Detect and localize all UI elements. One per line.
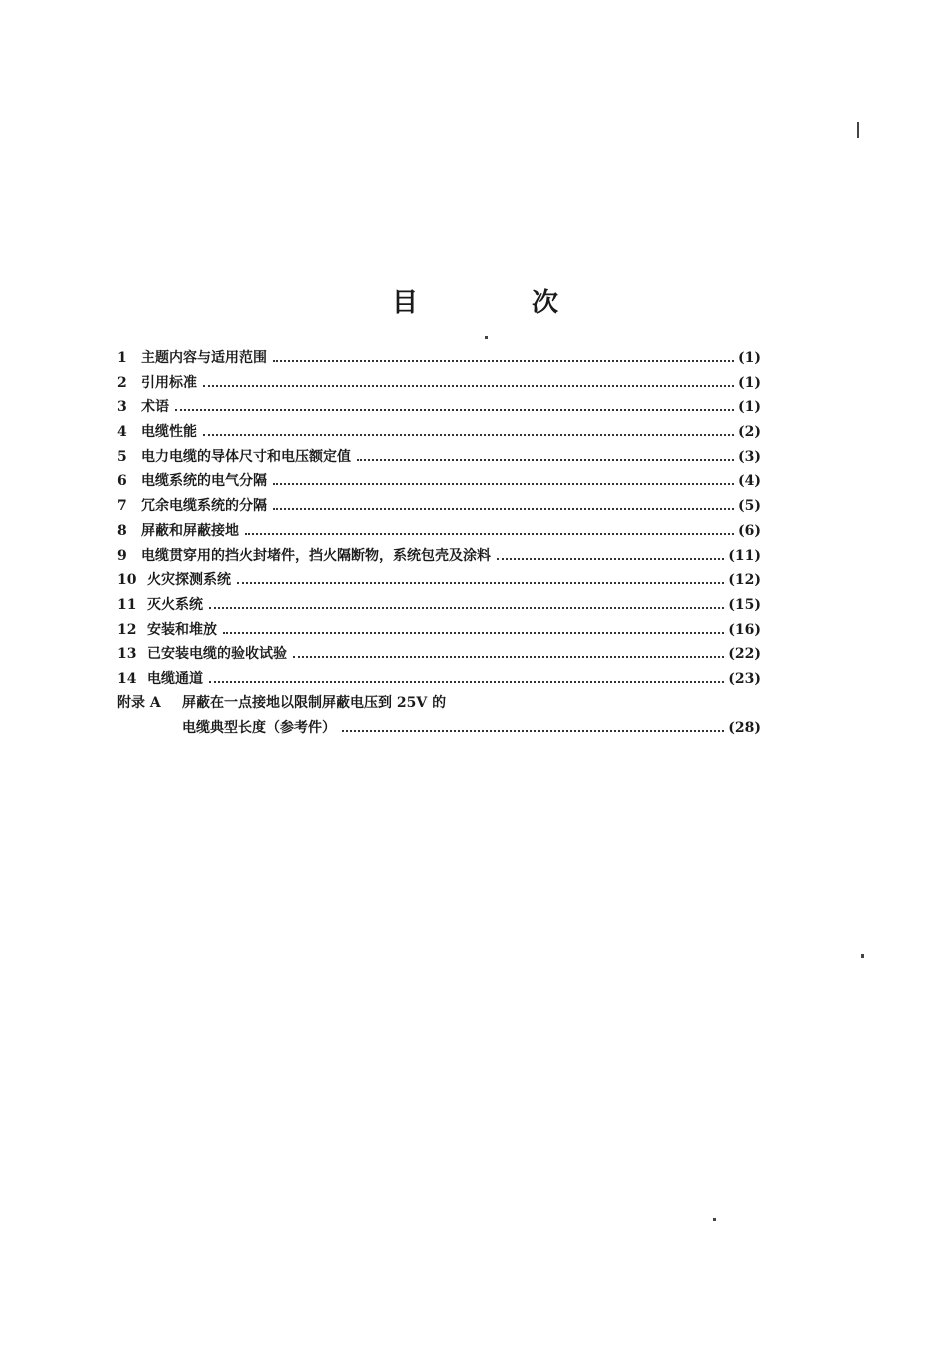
toc-label: 冗余电缆系统的分隔 — [141, 498, 267, 515]
toc-appendix-row[interactable] — [117, 692, 761, 717]
toc-page: (23) — [728, 670, 761, 687]
toc-row[interactable] — [117, 642, 761, 667]
toc-appendix-row-continued[interactable] — [117, 716, 761, 741]
toc-page: (1) — [738, 399, 761, 416]
toc-label: 引用标准 — [141, 374, 197, 391]
scan-mark — [485, 336, 488, 339]
appendix-label-line1: 屏蔽在一点接地以限制屏蔽电压到 25V 的 — [182, 694, 447, 711]
toc-label: 安装和堆放 — [147, 621, 217, 638]
dot-leader — [209, 667, 724, 683]
toc-number: 11 — [117, 596, 137, 613]
page-title: 目 次 — [391, 288, 602, 318]
toc-label: 主题内容与适用范围 — [141, 350, 267, 366]
scan-mark — [857, 122, 859, 138]
toc-label: 屏蔽和屏蔽接地 — [141, 522, 239, 539]
toc-row[interactable] — [117, 544, 761, 569]
toc-label: 电缆性能 — [141, 424, 197, 441]
appendix-number: 附录 A — [117, 694, 161, 711]
appendix-label-line2: 电缆典型长度（参考件） — [182, 720, 336, 737]
toc-label: 电缆通道 — [147, 670, 203, 687]
toc-page: (11) — [728, 547, 761, 564]
toc-row[interactable] — [117, 519, 761, 544]
appendix-page: (28) — [728, 720, 761, 737]
toc-label: 电力电缆的导体尺寸和电压额定值 — [141, 448, 351, 465]
toc-row[interactable] — [117, 494, 761, 519]
dot-leader — [342, 716, 724, 732]
toc-row[interactable] — [117, 371, 761, 396]
toc-number: 3 — [117, 399, 127, 416]
toc-page: (3) — [738, 448, 761, 465]
scan-mark — [713, 1218, 716, 1221]
toc-number: 5 — [117, 448, 127, 465]
dot-leader — [273, 469, 734, 485]
toc-label: 电缆贯穿用的挡火封堵件，挡火隔断物，系统包壳及涂料 — [141, 547, 491, 564]
toc-page: (4) — [738, 473, 761, 490]
dot-leader — [175, 395, 734, 411]
toc-label: 火灾探测系统 — [147, 572, 231, 589]
toc-number: 7 — [117, 498, 127, 515]
toc-page: (16) — [728, 621, 761, 638]
dot-leader — [209, 593, 724, 609]
dot-leader — [203, 371, 734, 387]
toc-number: 12 — [117, 621, 137, 638]
toc-row[interactable] — [117, 420, 761, 445]
toc-label: 灭火系统 — [147, 596, 203, 613]
dot-leader — [237, 568, 724, 584]
toc-number: 4 — [117, 424, 127, 441]
toc-page: (5) — [738, 498, 761, 515]
toc-page: (12) — [728, 572, 761, 589]
dot-leader — [245, 519, 734, 535]
scan-mark — [861, 954, 864, 958]
toc-number: 14 — [117, 670, 137, 687]
toc-row[interactable] — [117, 568, 761, 593]
toc-row[interactable] — [117, 346, 761, 371]
toc-number: 10 — [117, 572, 137, 589]
toc-row[interactable] — [117, 395, 761, 420]
table-of-contents — [117, 346, 761, 741]
toc-label: 电缆系统的电气分隔 — [141, 473, 267, 490]
dot-leader — [203, 420, 734, 436]
dot-leader — [497, 544, 724, 560]
toc-page: (1) — [738, 350, 761, 366]
toc-number: 9 — [117, 547, 127, 564]
toc-number: 1 — [117, 350, 127, 366]
toc-row[interactable] — [117, 469, 761, 494]
toc-page: (2) — [738, 424, 761, 441]
dot-leader — [223, 618, 724, 634]
toc-page: (15) — [728, 596, 761, 613]
toc-row[interactable] — [117, 618, 761, 643]
toc-label: 已安装电缆的验收试验 — [147, 646, 287, 663]
toc-number: 2 — [117, 374, 127, 391]
toc-number: 6 — [117, 473, 127, 490]
toc-number: 8 — [117, 522, 127, 539]
toc-number: 13 — [117, 646, 137, 663]
toc-label: 术语 — [141, 399, 169, 416]
dot-leader — [293, 642, 724, 658]
toc-row[interactable] — [117, 593, 761, 618]
toc-page: (22) — [728, 646, 761, 663]
toc-row[interactable] — [117, 667, 761, 692]
toc-page: (6) — [738, 522, 761, 539]
dot-leader — [273, 494, 734, 510]
toc-page: (1) — [738, 374, 761, 391]
dot-leader — [273, 346, 734, 362]
dot-leader — [357, 445, 734, 461]
toc-row[interactable] — [117, 445, 761, 470]
